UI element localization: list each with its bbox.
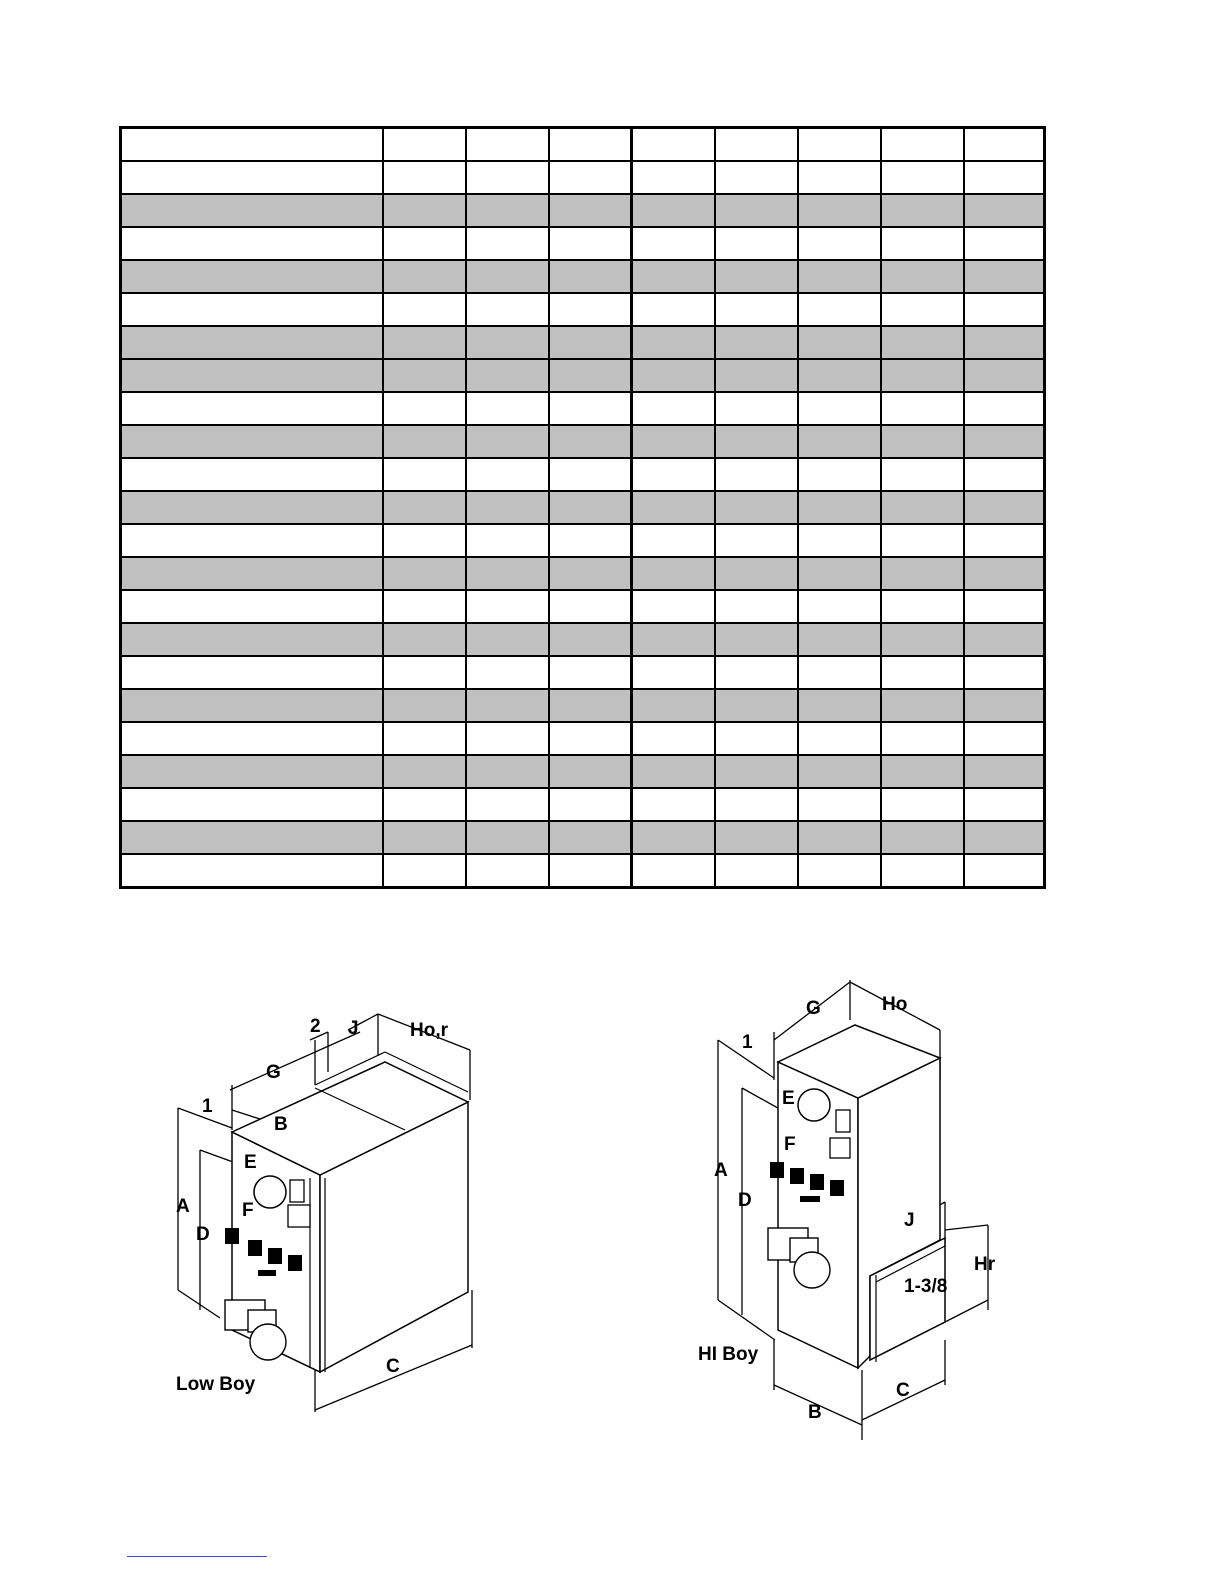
table-cell xyxy=(383,293,466,326)
table-row xyxy=(121,425,1045,458)
table-cell xyxy=(964,161,1045,194)
table-cell xyxy=(632,491,715,524)
table-cell xyxy=(964,293,1045,326)
table-cell xyxy=(466,689,549,722)
table-cell xyxy=(715,359,798,392)
table-cell xyxy=(121,689,383,722)
table-cell xyxy=(798,557,881,590)
table-cell xyxy=(632,821,715,854)
table-cell xyxy=(881,689,964,722)
table-cell xyxy=(383,458,466,491)
table-cell xyxy=(715,524,798,557)
table-cell xyxy=(466,623,549,656)
table-cell xyxy=(881,326,964,359)
table-cell xyxy=(549,623,632,656)
table-cell xyxy=(632,755,715,788)
table-row xyxy=(121,557,1045,590)
table-cell xyxy=(466,194,549,227)
hi-boy-label-hr: Hr xyxy=(974,1254,996,1275)
table-cell xyxy=(549,161,632,194)
table-cell xyxy=(715,392,798,425)
table-cell xyxy=(881,227,964,260)
hi-boy-label-e: E xyxy=(782,1088,795,1109)
table-row xyxy=(121,689,1045,722)
table-cell xyxy=(715,722,798,755)
table-cell xyxy=(121,458,383,491)
table-cell xyxy=(798,161,881,194)
table-cell xyxy=(881,722,964,755)
table-cell xyxy=(383,491,466,524)
table-cell xyxy=(881,392,964,425)
table-cell xyxy=(466,293,549,326)
low-boy-label-g: G xyxy=(266,1062,281,1083)
hi-boy-label-j: J xyxy=(904,1210,915,1231)
table-cell xyxy=(549,524,632,557)
table-cell xyxy=(715,227,798,260)
table-cell xyxy=(964,326,1045,359)
table-cell xyxy=(798,194,881,227)
table-cell xyxy=(715,656,798,689)
table-cell xyxy=(632,326,715,359)
table-cell xyxy=(466,359,549,392)
hi-boy-label-1-3-8: 1-3/8 xyxy=(904,1276,948,1297)
table-cell xyxy=(121,326,383,359)
table-cell xyxy=(383,128,466,162)
table-cell xyxy=(798,293,881,326)
table-cell xyxy=(881,821,964,854)
table-cell xyxy=(798,689,881,722)
table-cell xyxy=(715,821,798,854)
table-cell xyxy=(964,128,1045,162)
table-cell xyxy=(798,524,881,557)
hi-boy-label-b: B xyxy=(808,1402,822,1423)
table-cell xyxy=(632,656,715,689)
table-cell xyxy=(383,260,466,293)
table-cell xyxy=(798,128,881,162)
table-cell xyxy=(383,227,466,260)
table-cell xyxy=(549,392,632,425)
table-cell xyxy=(383,161,466,194)
table-cell xyxy=(632,689,715,722)
table-cell xyxy=(549,491,632,524)
table-cell xyxy=(383,689,466,722)
table-cell xyxy=(715,491,798,524)
table-cell xyxy=(466,227,549,260)
table-cell xyxy=(383,326,466,359)
table-cell xyxy=(383,359,466,392)
table-cell xyxy=(881,854,964,888)
table-row xyxy=(121,491,1045,524)
low-boy-label-1: 1 xyxy=(202,1096,213,1117)
table-cell xyxy=(964,392,1045,425)
table-cell xyxy=(964,491,1045,524)
table-cell xyxy=(881,788,964,821)
table-cell xyxy=(881,524,964,557)
table-cell xyxy=(466,128,549,162)
table-cell xyxy=(881,260,964,293)
table-cell xyxy=(964,227,1045,260)
table-cell xyxy=(632,161,715,194)
table-cell xyxy=(466,425,549,458)
table-cell xyxy=(715,854,798,888)
table-cell xyxy=(383,722,466,755)
table-row xyxy=(121,656,1045,689)
table-cell xyxy=(549,194,632,227)
table-cell xyxy=(632,788,715,821)
table-cell xyxy=(881,557,964,590)
table-cell xyxy=(549,293,632,326)
table-cell xyxy=(383,755,466,788)
table-cell xyxy=(715,755,798,788)
table-cell xyxy=(466,524,549,557)
table-cell xyxy=(798,623,881,656)
table-cell xyxy=(715,788,798,821)
table-cell xyxy=(964,557,1045,590)
table-cell xyxy=(121,227,383,260)
table-cell xyxy=(881,491,964,524)
table-cell xyxy=(881,458,964,491)
table-cell xyxy=(632,359,715,392)
table-cell xyxy=(964,590,1045,623)
table-cell xyxy=(632,392,715,425)
table-cell xyxy=(121,491,383,524)
table-row xyxy=(121,821,1045,854)
table-cell xyxy=(798,722,881,755)
table-cell xyxy=(383,194,466,227)
table-cell xyxy=(798,491,881,524)
table-cell xyxy=(632,458,715,491)
table-cell xyxy=(798,425,881,458)
table-cell xyxy=(121,293,383,326)
table-cell xyxy=(964,623,1045,656)
low-boy-label-c: C xyxy=(386,1356,400,1377)
low-boy-label-ho-r: Ho,r xyxy=(410,1020,448,1041)
table-cell xyxy=(549,227,632,260)
low-boy-label-2: 2 xyxy=(310,1016,321,1037)
table-cell xyxy=(466,755,549,788)
table-cell xyxy=(715,425,798,458)
low-boy-label-j: J xyxy=(348,1018,359,1039)
table-cell xyxy=(964,656,1045,689)
table-row xyxy=(121,722,1045,755)
table-cell xyxy=(549,590,632,623)
table-cell xyxy=(964,722,1045,755)
table-cell xyxy=(881,590,964,623)
table-cell xyxy=(549,755,632,788)
table-cell xyxy=(549,260,632,293)
table-cell xyxy=(549,722,632,755)
table-row xyxy=(121,194,1045,227)
table-row xyxy=(121,854,1045,888)
table-row xyxy=(121,326,1045,359)
table-cell xyxy=(466,557,549,590)
table-cell xyxy=(549,326,632,359)
table-cell xyxy=(632,293,715,326)
table-cell xyxy=(121,128,383,162)
table-cell xyxy=(798,458,881,491)
table-cell xyxy=(964,194,1045,227)
table-cell xyxy=(964,524,1045,557)
table-cell xyxy=(632,854,715,888)
table-cell xyxy=(121,590,383,623)
table-cell xyxy=(383,656,466,689)
table-cell xyxy=(881,161,964,194)
low-boy-diagram xyxy=(160,1000,490,1420)
hi-boy-diagram xyxy=(690,970,1040,1445)
hi-boy-label-g: G xyxy=(806,998,821,1019)
table-cell xyxy=(121,623,383,656)
table-cell xyxy=(881,359,964,392)
table-cell xyxy=(715,128,798,162)
table-cell xyxy=(383,623,466,656)
table-cell xyxy=(632,557,715,590)
table-cell xyxy=(715,689,798,722)
table-cell xyxy=(632,524,715,557)
table-cell xyxy=(549,359,632,392)
table-cell xyxy=(632,623,715,656)
table-cell xyxy=(715,590,798,623)
table-cell xyxy=(632,128,715,162)
table-cell xyxy=(964,425,1045,458)
table-cell xyxy=(549,854,632,888)
table-cell xyxy=(549,788,632,821)
hi-boy-label-c: C xyxy=(896,1380,910,1401)
table-cell xyxy=(632,227,715,260)
hi-boy-label-1: 1 xyxy=(742,1032,753,1053)
table-cell xyxy=(466,854,549,888)
table-cell xyxy=(549,425,632,458)
table-cell xyxy=(121,656,383,689)
table-cell xyxy=(383,425,466,458)
table-cell xyxy=(549,689,632,722)
table-row xyxy=(121,524,1045,557)
hi-boy-caption: HI Boy xyxy=(698,1344,759,1365)
table-row xyxy=(121,128,1045,162)
table-cell xyxy=(881,623,964,656)
footer-link-rule xyxy=(127,1556,267,1557)
table-cell xyxy=(881,194,964,227)
table-cell xyxy=(964,821,1045,854)
table-cell xyxy=(383,590,466,623)
table-cell xyxy=(964,788,1045,821)
table-cell xyxy=(121,524,383,557)
table-cell xyxy=(964,260,1045,293)
table-cell xyxy=(964,854,1045,888)
table-cell xyxy=(798,260,881,293)
table-row xyxy=(121,359,1045,392)
low-boy-label-a: A xyxy=(176,1196,190,1217)
table-cell xyxy=(466,821,549,854)
table-cell xyxy=(383,557,466,590)
table-cell xyxy=(121,854,383,888)
hi-boy-label-a: A xyxy=(714,1160,728,1181)
table-row xyxy=(121,590,1045,623)
table-cell xyxy=(798,854,881,888)
table-cell xyxy=(466,491,549,524)
table-cell xyxy=(964,458,1045,491)
table-cell xyxy=(881,128,964,162)
table-cell xyxy=(798,656,881,689)
table-cell xyxy=(383,788,466,821)
table-cell xyxy=(549,821,632,854)
table-cell xyxy=(121,359,383,392)
table-cell xyxy=(798,755,881,788)
table-cell xyxy=(121,755,383,788)
table-cell xyxy=(964,755,1045,788)
table-cell xyxy=(881,755,964,788)
table-cell xyxy=(964,359,1045,392)
table-cell xyxy=(466,590,549,623)
low-boy-label-d: D xyxy=(196,1224,210,1245)
low-boy-label-f: F xyxy=(242,1200,254,1221)
table-cell xyxy=(121,557,383,590)
table-cell xyxy=(715,194,798,227)
table-cell xyxy=(121,821,383,854)
table-row xyxy=(121,623,1045,656)
table-cell xyxy=(798,326,881,359)
hi-boy-label-d: D xyxy=(738,1190,752,1211)
hi-boy-label-f: F xyxy=(784,1134,796,1155)
table-cell xyxy=(549,656,632,689)
table-cell xyxy=(632,260,715,293)
specification-table-body xyxy=(121,128,1045,888)
table-cell xyxy=(798,590,881,623)
table-row xyxy=(121,755,1045,788)
table-cell xyxy=(715,458,798,491)
table-row xyxy=(121,227,1045,260)
table-cell xyxy=(798,821,881,854)
table-cell xyxy=(121,194,383,227)
table-cell xyxy=(715,326,798,359)
table-cell xyxy=(121,161,383,194)
table-cell xyxy=(632,590,715,623)
low-boy-label-b: B xyxy=(274,1114,288,1135)
table-cell xyxy=(466,326,549,359)
table-cell xyxy=(466,656,549,689)
table-cell xyxy=(549,458,632,491)
table-cell xyxy=(715,623,798,656)
table-cell xyxy=(881,425,964,458)
table-cell xyxy=(383,524,466,557)
table-cell xyxy=(964,689,1045,722)
table-cell xyxy=(466,260,549,293)
table-cell xyxy=(715,161,798,194)
table-row xyxy=(121,260,1045,293)
table-cell xyxy=(121,425,383,458)
low-boy-label-e: E xyxy=(244,1152,257,1173)
table-cell xyxy=(383,392,466,425)
table-cell xyxy=(549,557,632,590)
table-cell xyxy=(121,392,383,425)
table-row xyxy=(121,293,1045,326)
table-cell xyxy=(466,722,549,755)
table-cell xyxy=(466,392,549,425)
low-boy-caption: Low Boy xyxy=(176,1374,256,1395)
table-cell xyxy=(383,821,466,854)
table-cell xyxy=(549,128,632,162)
table-cell xyxy=(632,425,715,458)
table-cell xyxy=(798,788,881,821)
table-cell xyxy=(466,458,549,491)
table-cell xyxy=(121,788,383,821)
table-cell xyxy=(881,656,964,689)
table-cell xyxy=(383,854,466,888)
table-row xyxy=(121,161,1045,194)
table-row xyxy=(121,392,1045,425)
table-cell xyxy=(632,194,715,227)
table-cell xyxy=(798,392,881,425)
table-cell xyxy=(466,788,549,821)
table-cell xyxy=(715,293,798,326)
table-row xyxy=(121,458,1045,491)
table-cell xyxy=(715,260,798,293)
table-row xyxy=(121,788,1045,821)
table-cell xyxy=(798,359,881,392)
table-cell xyxy=(632,722,715,755)
table-cell xyxy=(798,227,881,260)
hi-boy-label-ho: Ho xyxy=(882,994,908,1015)
table-cell xyxy=(466,161,549,194)
table-cell xyxy=(121,722,383,755)
table-cell xyxy=(121,260,383,293)
specification-table xyxy=(119,126,1046,889)
table-cell xyxy=(881,293,964,326)
table-cell xyxy=(715,557,798,590)
